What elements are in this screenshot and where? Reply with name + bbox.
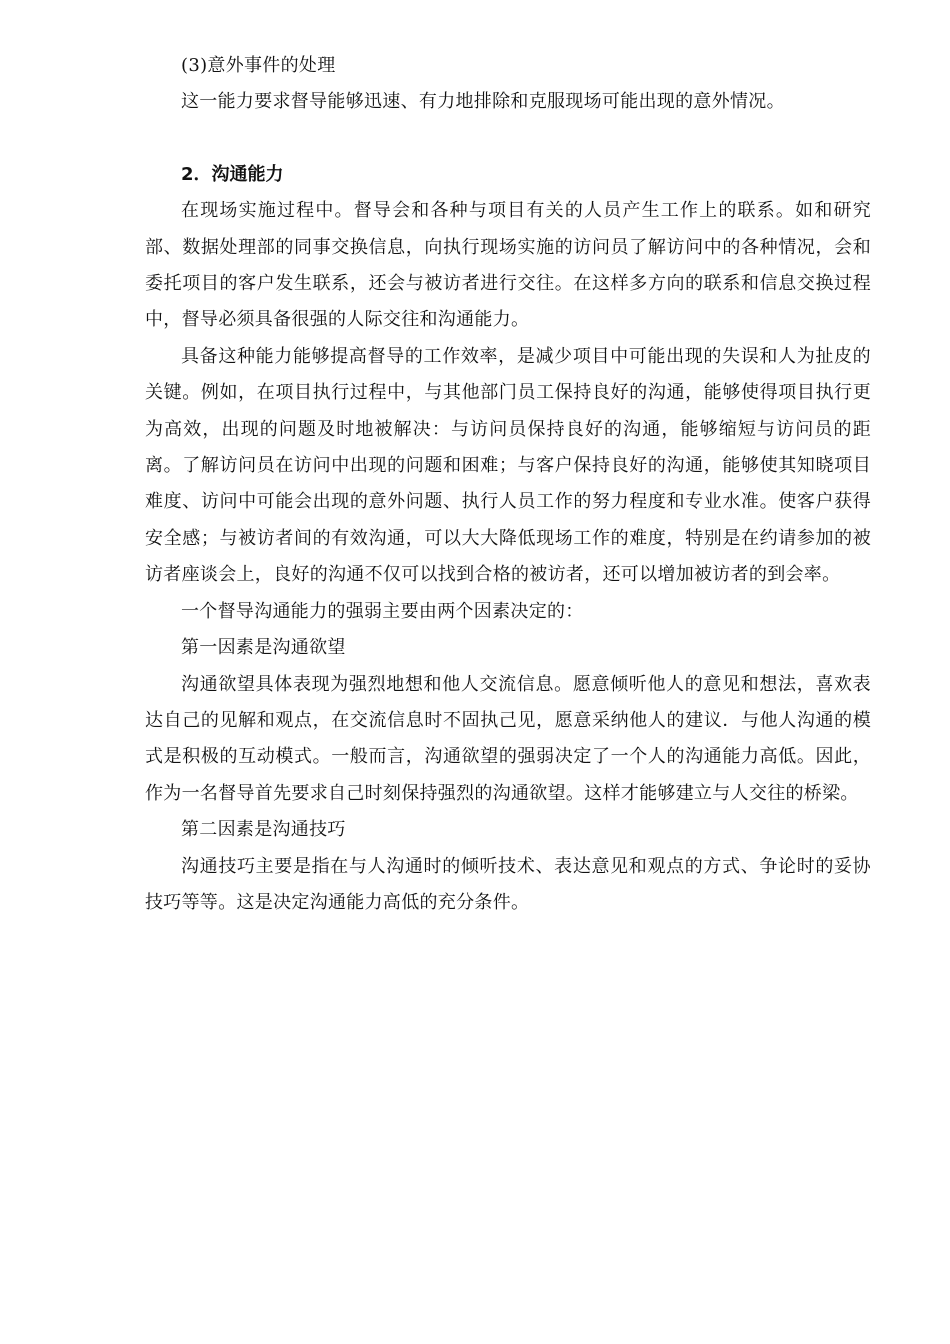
sub-heading: (3)意外事件的处理 [181,55,336,76]
section-heading: 2．沟通能力 [181,163,284,185]
paragraph-1: 在现场实施过程中。督导会和各种与项目有关的人员产生工作上的联系。如和研究部、数据处理部的同事交换信息，向执行现场实施的访问员了解访问中的各种情况，会和委托项目的客户发生联系，还会与被访者进行交往。在这样多方向的联系和信息交换过程中，督导必须具备很强的人际交往和沟通能力。 [145,200,871,331]
document-page [145,48,871,921]
paragraph-2: 具备这种能力能够提高督导的工作效率，是减少项目中可能出现的失误和人为扯皮的关键。例如，在项目执行过程中，与其他部门员工保持良好的沟通，能够使得项目执行更为高效，出现的问题及时地被解决：与访问员保持良好的沟通，能够缩短与访问员的距离。了解访问员在访问中出现的问题和困难；与客户保持良好的沟通，能够使其知晓项目难度、访问中可能会出现的意外问题、执行人员工作的努力程度和专业水准。使客户获得安全感；与被访者间的有效沟通，可以大大降低现场工作的难度，特别是在约请参加的被访者座谈会上，良好的沟通不仅可以找到合格的被访者，还可以增加被访者的到会率。 [145,345,871,586]
paragraph-6: 第二因素是沟通技巧 [181,819,346,841]
paragraph-4: 第一因素是沟通欲望 [181,637,346,659]
paragraph-5: 沟通欲望具体表现为强烈地想和他人交流信息。愿意倾听他人的意见和想法，喜欢表达自己的见解和观点，在交流信息时不固执己见，愿意采纳他人的建议．与他人沟通的模式是积极的互动模式。一般而言，沟通欲望的强弱决定了一个人的沟通能力高低。因此，作为一名督导首先要求自己时刻保持强烈的沟通欲望。这样才能够建立与人交往的桥梁。 [145,673,871,804]
paragraph-7: 沟通技巧主要是指在与人沟通时的倾听技术、表达意见和观点的方式、争论时的妥协技巧等等。这是决定沟通能力高低的充分条件。 [145,855,871,913]
paragraph-3: 一个督导沟通能力的强弱主要由两个因素决定的： [181,600,584,622]
paragraph-intro: 这一能力要求督导能够迅速、有力地排除和克服现场可能出现的意外情况。 [181,91,785,113]
spacer [145,121,871,157]
